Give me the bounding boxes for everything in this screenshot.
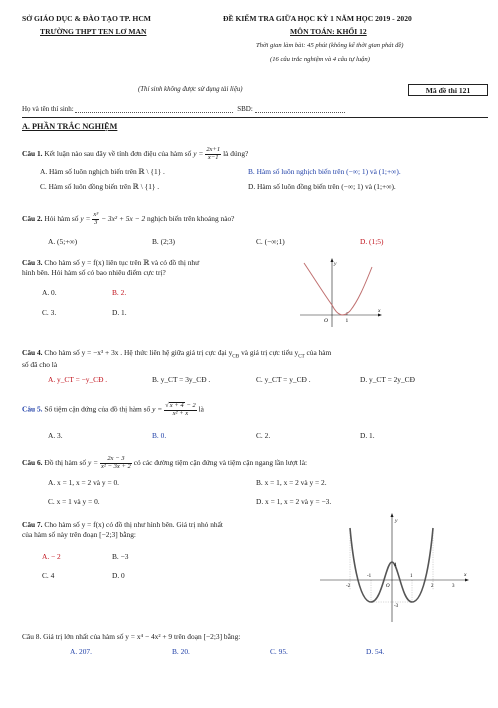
q3-option-b[interactable]: B. 2. (112, 288, 127, 297)
q4-option-c[interactable]: C. y_CT = y_CĐ . (256, 375, 311, 384)
q7-option-b[interactable]: B. −3 (112, 552, 129, 561)
question-4-line2: số đã cho là (22, 360, 58, 369)
question-label: Câu 1. (22, 148, 43, 158)
section-a-title: A. PHẦN TRẮC NGHIỆM (22, 122, 118, 131)
tick-neg1-label: -1 (367, 574, 372, 579)
q8-option-a[interactable]: A. 207. (70, 647, 92, 656)
origin-label: O (324, 318, 328, 324)
question-3-line2: hình bên. Hỏi hàm số có bao nhiêu điểm cực trị? (22, 268, 166, 277)
school-name: TRƯỜNG THPT TEN LƠ MAN (40, 27, 147, 36)
q8-option-b[interactable]: B. 20. (172, 647, 190, 656)
subject-line: MÔN TOÁN: KHỐI 12 (290, 27, 367, 36)
q8-option-d[interactable]: D. 54. (366, 647, 385, 656)
fraction: $\frac{√x + 4 - 2}{\text{x² + x}}$ (165, 402, 196, 417)
y-arrow (391, 513, 394, 517)
exam-code-box: Mã đề thi 121 (408, 84, 488, 96)
x-label: x (464, 572, 467, 578)
candidate-line (22, 105, 345, 113)
no-materials-note: (Thí sinh không được sử dụng tài liệu) (138, 86, 243, 93)
tick-neg3-label: -3 (394, 604, 399, 609)
question-2: Câu 2. Hỏi hàm số y = $\frac{\text{x³}}{3}$ − 3x² + 5x − 2 nghịch biến trên khoảng nào? (22, 211, 235, 226)
y-label: y (395, 518, 398, 524)
q1-option-a[interactable]: A. Hàm số luôn nghịch biến trên ℝ \ {1} . (40, 167, 165, 176)
q6-option-a[interactable]: A. x = 1, x = 2 và y = 0. (48, 478, 120, 487)
fraction: $\frac{\text{x³}}{3}$ (93, 211, 99, 226)
q3-graph (298, 255, 384, 329)
tick-4-label: 4 (394, 563, 397, 568)
q4-option-a[interactable]: A. y_CT = −y_CĐ . (48, 375, 108, 384)
name-label: Họ và tên thí sinh: (22, 105, 76, 113)
q3-option-c[interactable]: C. 3. (42, 308, 57, 317)
q7-option-a[interactable]: A. − 2 (42, 552, 61, 561)
q1-option-c[interactable]: C. Hàm số luôn đồng biến trên ℝ \ {1} . (40, 182, 160, 191)
q5-option-a[interactable]: A. 3. (48, 431, 63, 440)
question-7-line2: của hàm số này trên đoạn [−2;3] bằng: (22, 530, 136, 539)
fraction: $\frac{2x+1}{x-1}$ (206, 146, 221, 161)
question-3-line1: Câu 3. Cho hàm số y = f(x) liên tục trên ℝ và có đồ thị như (22, 258, 200, 267)
q2-option-b[interactable]: B. (2;3) (152, 237, 175, 246)
q6-option-c[interactable]: C. x = 1 và y = 0. (48, 497, 100, 506)
guide-lines (350, 528, 433, 602)
question-7-line1: Câu 7. Cho hàm số y = f(x) có đồ thị như hình bên. Giá trị nhỏ nhất (22, 520, 223, 529)
tick-1-label: 1 (410, 574, 413, 579)
structure-note: (16 câu trắc nghiệm và 4 câu tự luận) (270, 56, 370, 63)
q8-option-c[interactable]: C. 95. (270, 647, 288, 656)
q7-graph (316, 510, 472, 626)
tick-1-label: 1 (345, 318, 349, 324)
x-label: x (378, 308, 381, 314)
question-5: Câu 5. Số tiệm cận đứng của đồ thị hàm số y = $\frac{√x + 4 - 2}{\text{x² + x}}$ là (22, 402, 204, 417)
q3-curve (304, 263, 372, 315)
question-4: Câu 4. Cho hàm số y = −x³ + 3x . Hệ thức liên hệ giữa giá trị cực đại $y_{CĐ}$ và giá trị cực tiểu $y_{CT}$ của hàm (22, 348, 332, 360)
sbd-blank[interactable] (255, 106, 345, 113)
name-blank[interactable] (75, 106, 233, 113)
y-label: y (334, 261, 337, 267)
q1-option-b[interactable]: B. Hàm số luôn nghịch biến trên (−∞; 1) và (1;+∞). (248, 167, 401, 176)
x-arrow (465, 579, 469, 582)
q4-option-d[interactable]: D. y_CT = 2y_CĐ (360, 375, 415, 384)
q5-option-c[interactable]: C. 2. (256, 431, 271, 440)
q2-option-c[interactable]: C. (−∞;1) (256, 237, 285, 246)
question-8: Câu 8. Giá trị lớn nhất của hàm số y = x⁴ − 4x² + 9 trên đoạn [−2;3] bằng: (22, 632, 241, 641)
q3-option-d[interactable]: D. 1. (112, 308, 127, 317)
time-note: Thời gian làm bài: 45 phút (không kể thời gian phát đề) (256, 42, 404, 49)
header-divider (22, 117, 488, 118)
question-1: Câu 1. Kết luận nào sau đây về tính đơn điệu của hàm số y = $\frac{2x+1}{x-1}$ là đúng? (22, 146, 249, 161)
q2-option-d[interactable]: D. (1;5) (360, 237, 384, 246)
dept-name: SỞ GIÁO DỤC & ĐÀO TẠO TP. HCM (22, 14, 151, 23)
q2-option-a[interactable]: A. (5;+∞) (48, 237, 78, 246)
q5-option-d[interactable]: D. 1. (360, 431, 375, 440)
q1-option-d[interactable]: D. Hàm số luôn đồng biến trên (−∞; 1) và (1;+∞). (248, 182, 396, 191)
question-6: Câu 6. Đồ thị hàm số y = $\frac{2x - 3}{\text{x² − 3x + 2}}$ có các đường tiệm cận đứng và tiệm cận ngang lần lượt là: (22, 455, 308, 470)
q6-option-d[interactable]: D. x = 1, x = 2 và y = −3. (256, 497, 332, 506)
q7-option-d[interactable]: D. 0 (112, 571, 125, 580)
q3-option-a[interactable]: A. 0. (42, 288, 57, 297)
tick-neg2-label: -2 (346, 584, 351, 589)
q4-option-b[interactable]: B. y_CT = 3y_CĐ . (152, 375, 211, 384)
q6-option-b[interactable]: B. x = 1, x = 2 và y = 2. (256, 478, 327, 487)
q7-option-c[interactable]: C. 4 (42, 571, 55, 580)
question-text: Kết luận nào sau đây về tính đơn điệu của hàm số (44, 148, 192, 158)
q5-option-b[interactable]: B. 0. (152, 431, 167, 440)
tick-3-label: 3 (452, 584, 455, 589)
tick-2-label: 2 (431, 584, 434, 589)
sbd-label: SBD: (237, 105, 255, 113)
q7-curve (350, 528, 433, 602)
exam-title: ĐỀ KIỂM TRA GIỮA HỌC KỲ 1 NĂM HỌC 2019 - 2020 (223, 14, 412, 23)
fraction: $\frac{2x - 3}{\text{x² − 3x + 2}}$ (100, 455, 131, 470)
origin-label: O (386, 584, 390, 589)
